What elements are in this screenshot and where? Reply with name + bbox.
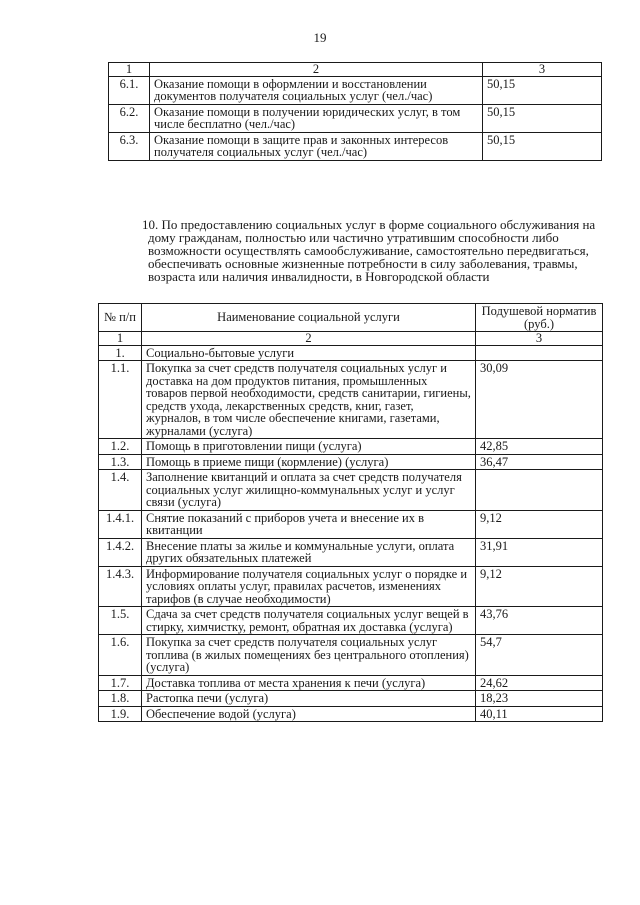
row-service-name: Обеспечение водой (услуга)	[142, 706, 476, 722]
table-row	[109, 132, 602, 160]
row-value: 43,76	[476, 607, 603, 635]
table-row	[109, 76, 602, 104]
col-header-standard: Подушевой норматив (руб.)	[476, 304, 603, 332]
row-value	[476, 470, 603, 511]
row-service-name: Растопка печи (услуга)	[142, 691, 476, 707]
table-row	[99, 706, 603, 722]
row-value: 50,15	[483, 104, 602, 132]
table-row	[99, 345, 603, 361]
row-service-name: Оказание помощи в оформлении и восстановлении документов получателя социальных услуг (чел./час)	[150, 76, 483, 104]
table-row	[99, 607, 603, 635]
row-number: 1.	[99, 345, 142, 361]
col-index-3: 3	[483, 63, 602, 77]
home-services-table	[98, 303, 603, 722]
row-number: 1.3.	[99, 454, 142, 470]
table-index-row	[99, 332, 603, 346]
table-row	[99, 439, 603, 455]
row-value: 30,09	[476, 361, 603, 439]
row-service-name: Внесение платы за жилье и коммунальные услуги, оплата других обязательных платежей	[142, 538, 476, 566]
row-service-name: Социально-бытовые услуги	[142, 345, 476, 361]
row-service-name: Заполнение квитанций и оплата за счет средств получателя социальных услуг жилищно-коммунальных услуг и услуг связи (услуга)	[142, 470, 476, 511]
col-index-1: 1	[109, 63, 150, 77]
table-row	[99, 566, 603, 607]
row-value: 54,7	[476, 635, 603, 676]
row-value: 36,47	[476, 454, 603, 470]
row-number: 1.2.	[99, 439, 142, 455]
row-value: 24,62	[476, 675, 603, 691]
table-row	[99, 635, 603, 676]
row-service-name: Информирование получателя социальных услуг о порядке и условиях оплаты услуг, правилах расчетов, изменениях тарифов (в случае необходимости)	[142, 566, 476, 607]
col-index-2: 2	[142, 332, 476, 346]
row-value: 50,15	[483, 76, 602, 104]
row-number: 6.1.	[109, 76, 150, 104]
row-value: 40,11	[476, 706, 603, 722]
table-row	[99, 691, 603, 707]
table-row	[109, 104, 602, 132]
table-row	[99, 675, 603, 691]
row-number: 1.1.	[99, 361, 142, 439]
row-number: 1.8.	[99, 691, 142, 707]
row-service-name: Оказание помощи в получении юридических услуг, в том числе бесплатно (чел./час)	[150, 104, 483, 132]
col-index-1: 1	[99, 332, 142, 346]
section-text: По предоставлению социальных услуг в форме социального обслуживания на дому гражданам, полностью или частично утратившим способности либо возможности осуществлять самообслуживание, самостоятельно передвигаться, обеспечивать основные жизненные потребности в силу заболевания, травмы, возраста или наличия инвалидности, в Новгородской области	[148, 217, 596, 284]
row-number: 1.7.	[99, 675, 142, 691]
row-number: 1.4.2.	[99, 538, 142, 566]
col-index-3: 3	[476, 332, 603, 346]
row-value: 18,23	[476, 691, 603, 707]
row-number: 6.3.	[109, 132, 150, 160]
row-service-name: Доставка топлива от места хранения к печи (услуга)	[142, 675, 476, 691]
table-row	[99, 361, 603, 439]
row-value: 50,15	[483, 132, 602, 160]
row-number: 1.4.3.	[99, 566, 142, 607]
row-value: 9,12	[476, 510, 603, 538]
col-header-number: № п/п	[99, 304, 142, 332]
table-row	[99, 538, 603, 566]
page-number: 19	[313, 30, 327, 45]
row-number: 1.9.	[99, 706, 142, 722]
col-index-2: 2	[150, 63, 483, 77]
services-table-continued	[108, 62, 602, 161]
row-value	[476, 345, 603, 361]
table-index-row	[109, 63, 602, 77]
table-header-row	[99, 304, 603, 332]
row-service-name: Оказание помощи в защите прав и законных интересов получателя социальных услуг (чел./час)	[150, 132, 483, 160]
row-service-name: Помощь в приеме пищи (кормление) (услуга)	[142, 454, 476, 470]
row-value: 9,12	[476, 566, 603, 607]
table-row	[99, 470, 603, 511]
row-value: 31,91	[476, 538, 603, 566]
row-number: 1.5.	[99, 607, 142, 635]
row-service-name: Помощь в приготовлении пищи (услуга)	[142, 439, 476, 455]
row-service-name: Снятие показаний с приборов учета и внесение их в квитанции	[142, 510, 476, 538]
row-service-name: Сдача за счет средств получателя социальных услуг вещей в стирку, химчистку, ремонт, обратная их доставка (услуга)	[142, 607, 476, 635]
row-number: 1.4.	[99, 470, 142, 511]
table-row	[99, 510, 603, 538]
row-number: 1.4.1.	[99, 510, 142, 538]
row-value: 42,85	[476, 439, 603, 455]
row-service-name: Покупка за счет средств получателя социальных услуг и доставка на дом продуктов питания, промышленных товаров первой необходимости, средств санитарии, гигиены, средств ухода, лекарственных средств, книг, газет, журналов, в том числе обеспечение книгами, газетами, журналами (услуга)	[142, 361, 476, 439]
row-number: 6.2.	[109, 104, 150, 132]
section-heading	[142, 217, 598, 284]
section-number: 10.	[142, 217, 159, 232]
table-row	[99, 454, 603, 470]
col-header-service-name: Наименование социальной услуги	[142, 304, 476, 332]
row-service-name: Покупка за счет средств получателя социальных услуг топлива (в жилых помещениях без центрального отопления) (услуга)	[142, 635, 476, 676]
row-number: 1.6.	[99, 635, 142, 676]
